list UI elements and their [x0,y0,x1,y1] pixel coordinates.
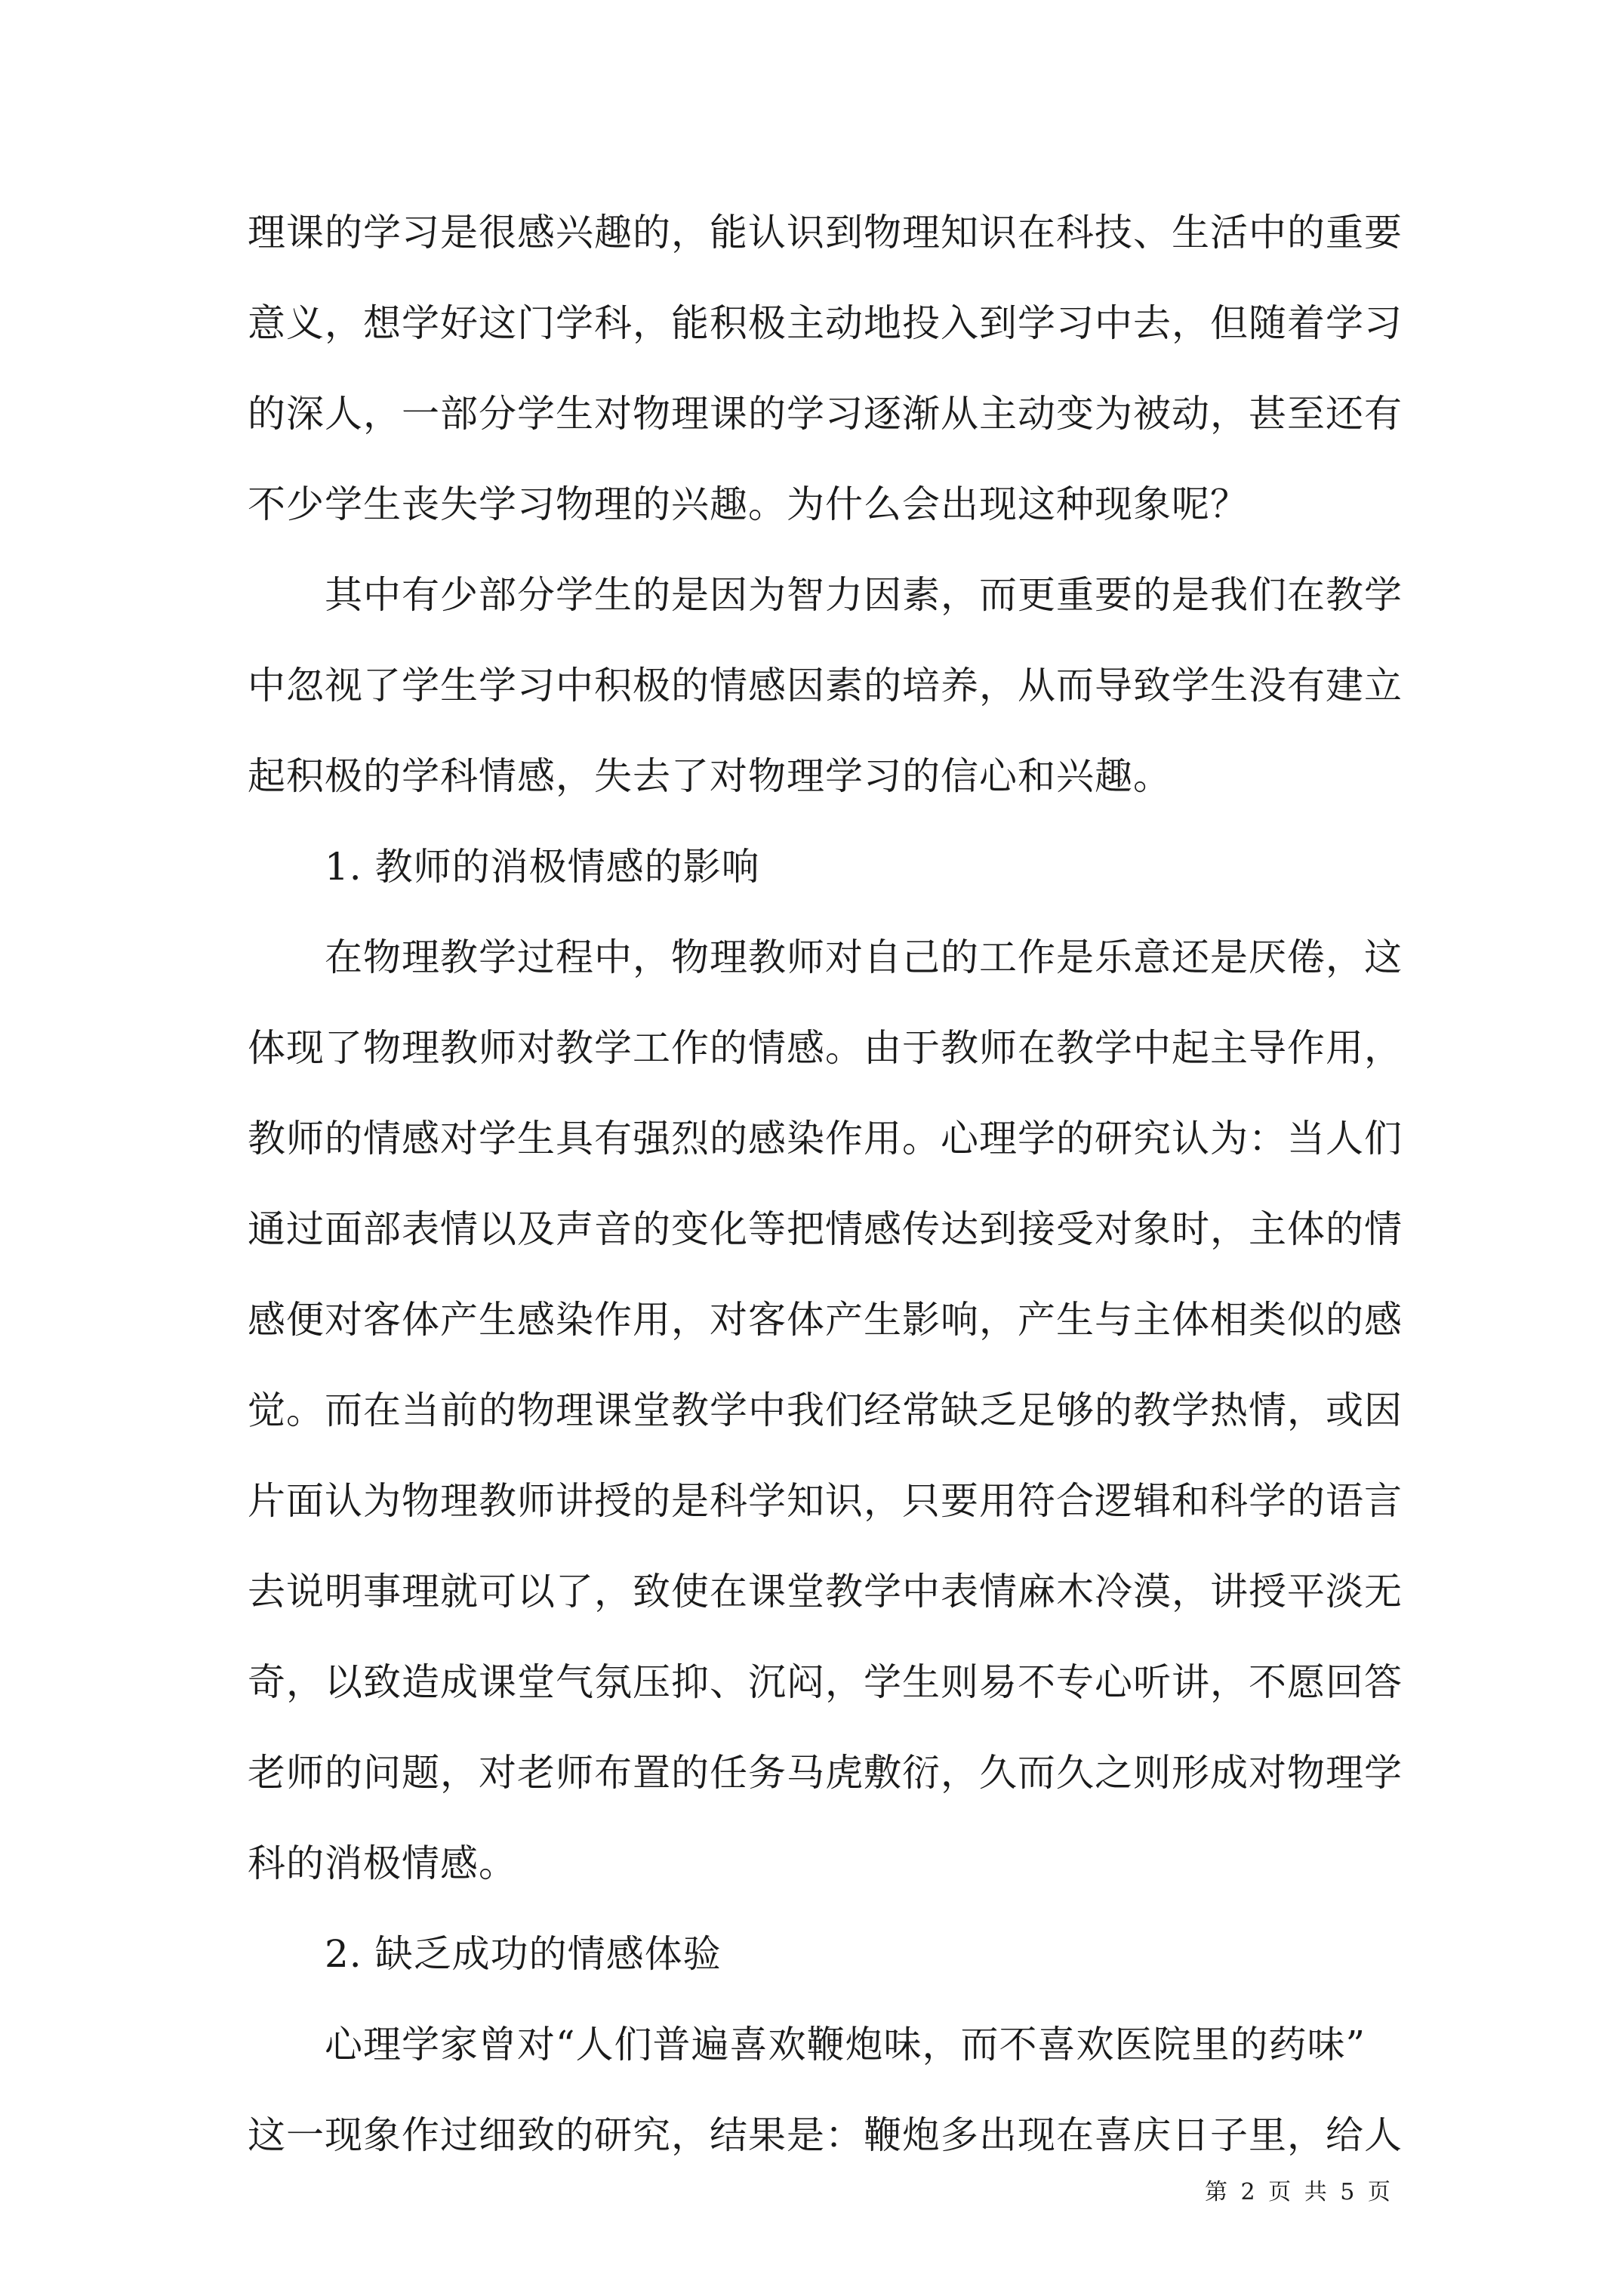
text-line: 片面认为物理教师讲授的是科学知识，只要用符合逻辑和科学的语言 [248,1479,1403,1523]
text-line: 不少学生丧失学习物理的兴趣。为什么会出现这种现象呢？ [248,482,1249,526]
paragraph-start: 其中有少部分学生的是因为智力因素，而更重要的是我们在教学 [325,573,1403,617]
text-line: 老师的问题，对老师布置的任务马虎敷衍，久而久之则形成对物理学 [248,1751,1403,1795]
text-line: 理课的学习是很感兴趣的，能认识到物理知识在科技、生活中的重要 [248,211,1403,254]
text-line: 这一现象作过细致的研究，结果是：鞭炮多出现在喜庆日子里，给人 [248,2113,1403,2157]
section-heading: 2. 缺乏成功的情感体验 [325,1932,722,1976]
text-line: 感便对客体产生感染作用，对客体产生影响，产生与主体相类似的感 [248,1298,1403,1342]
text-line: 的深人，一部分学生对物理课的学习逐渐从主动变为被动，甚至还有 [248,392,1403,436]
text-line: 中忽视了学生学习中积极的情感因素的培养，从而导致学生没有建立 [248,664,1403,707]
text-line: 科的消极情感。 [248,1841,517,1885]
text-line: 体现了物理教师对教学工作的情感。由于教师在教学中起主导作用， [248,1026,1403,1070]
section-heading: 1. 教师的消极情感的影响 [325,845,760,889]
text-line: 意义，想学好这门学科，能积极主动地投入到学习中去，但随着学习 [248,301,1403,345]
page-number-footer: 第 2 页 共 5 页 [1205,2179,1394,2205]
paragraph-start: 在物理教学过程中，物理教师对自己的工作是乐意还是厌倦，这 [325,935,1403,979]
text-line: 觉。而在当前的物理课堂教学中我们经常缺乏足够的教学热情，或因 [248,1388,1403,1432]
text-line: 起积极的学科情感，失去了对物理学习的信心和兴趣。 [248,754,1172,798]
text-line: 教师的情感对学生具有强烈的感染作用。心理学的研究认为：当人们 [248,1117,1403,1160]
text-line: 奇，以致造成课堂气氛压抑、沉闷，学生则易不专心听讲，不愿回答 [248,1660,1403,1704]
text-line: 去说明事理就可以了，致使在课堂教学中表情麻木冷漠，讲授平淡无 [248,1570,1403,1613]
text-line: 通过面部表情以及声音的变化等把情感传达到接受对象时，主体的情 [248,1207,1403,1251]
paragraph-start: 心理学家曾对“人们普遍喜欢鞭炮味，而不喜欢医院里的药味” [325,2023,1366,2066]
